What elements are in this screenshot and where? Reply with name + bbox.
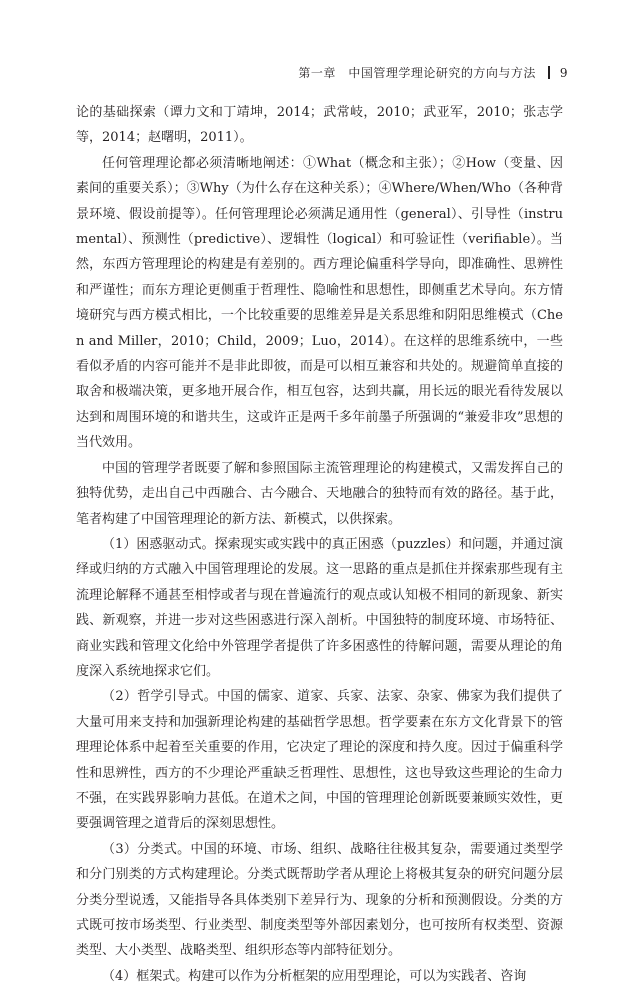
- running-head: [298, 64, 568, 81]
- paragraph-classification: （3）分类式。中国的环境、市场、组织、战略往往极其复杂，需要通过类型学和分门别类的方式构建理论。分类式既帮助学者从理论上将极其复杂的研究问题分层分类分型说透，又能指导各具体类别下差异行为、现象的分析和预测假设。分类的方式既可按市场类型、行业类型、制度类型等外部因素划分，也可按所有权类型、资源类型、大小类型、战略类型、组织形态等内部特征划分。: [76, 841, 563, 959]
- page-number: 9: [559, 65, 568, 80]
- paragraph-philosophy-guided: （2）哲学引导式。中国的儒家、道家、兵家、法家、杂家、佛家为我们提供了大量可用来支持和加强新理论构建的基础哲学思想。哲学要素在东方文化背景下的管理理论体系中起着至关重要的作用，它决定了理论的深度和持久度。因过于偏重科学性和思辨性，西方的不少理论严重缺乏哲理性、思想性，这也导致这些理论的生命力不强，在实践界影响力甚低。在道术之间，中国的管理理论创新既要兼顾实效性，更要强调管理之道背后的深刻思想性。: [76, 689, 563, 832]
- paragraph-theory-requirements: 任何管理理论都必须清晰地阐述：①What（概念和主张）；②How（变量、因素间的重要关系）；③Why（为什么存在这种关系）；④Where/When/Who（各种背景环境、假设前提等）。任何管理理论必须满足通用性（general）、引导性（instrumental）、预测性（predictive）、逻辑性（logical）和可验证性（verifiable）。当然，东西方管理理论的构建是有差别的。西方理论偏重科学导向，即准确性、思辨性和严谨性；而东方理论更侧重于哲理性、隐喻性和思想性，即侧重艺术导向。东方情境研究与西方模式相比，一个比较重要的思维差异是关系思维和阴阳思维模式（Chen and Miller，2010；Child，2009；Luo，2014）。在这样的思维系统中，一些看似矛盾的内容可能并不是非此即彼，而是可以相互兼容和共处的。规避简单直接的取舍和极端决策，更多地开展合作，相互包容，达到共赢，用长远的眼光看待发展以达到和周围环境的和谐共生，这或许正是两千多年前墨子所强调的“兼爱非攻”思想的当代效用。: [76, 155, 563, 451]
- paragraph-chinese-scholars: 中国的管理学者既要了解和参照国际主流管理理论的构建模式，又需发挥自己的独特优势，走出自己中西融合、古今融合、天地融合的独特而有效的路径。基于此，笔者构建了中国管理理论的新方法、新模式，以供探索。: [76, 460, 563, 527]
- paragraph-puzzle-driven: （1）困惑驱动式。探索现实或实践中的真正困惑（puzzles）和问题，并通过演绎或归纳的方式融入中国管理理论的发展。这一思路的重点是抓住并探索那些现有主流理论解释不通甚至相悖或者与现在普遍流行的观点或认知极不相同的新现象、新实践、新观察，并进一步对这些困惑进行深入剖析。中国独特的制度环境、市场特征、商业实践和管理文化给中外管理学者提供了许多困惑性的待解问题，需要从理论的角度深入系统地探求它们。: [76, 536, 563, 679]
- paragraph-continued: 论的基础探索（谭力文和丁靖坤，2014；武常岐，2010；武亚军，2010；张志学等，2014；赵曙明，2011）。: [76, 105, 563, 146]
- chapter-title: 第一章 中国管理学理论研究的方向与方法: [298, 66, 536, 80]
- body-text: [76, 100, 563, 989]
- header-divider: [548, 66, 550, 79]
- paragraph-framework: （4）框架式。构建可以作为分析框架的应用型理论，可以为实践者、咨询: [102, 968, 527, 984]
